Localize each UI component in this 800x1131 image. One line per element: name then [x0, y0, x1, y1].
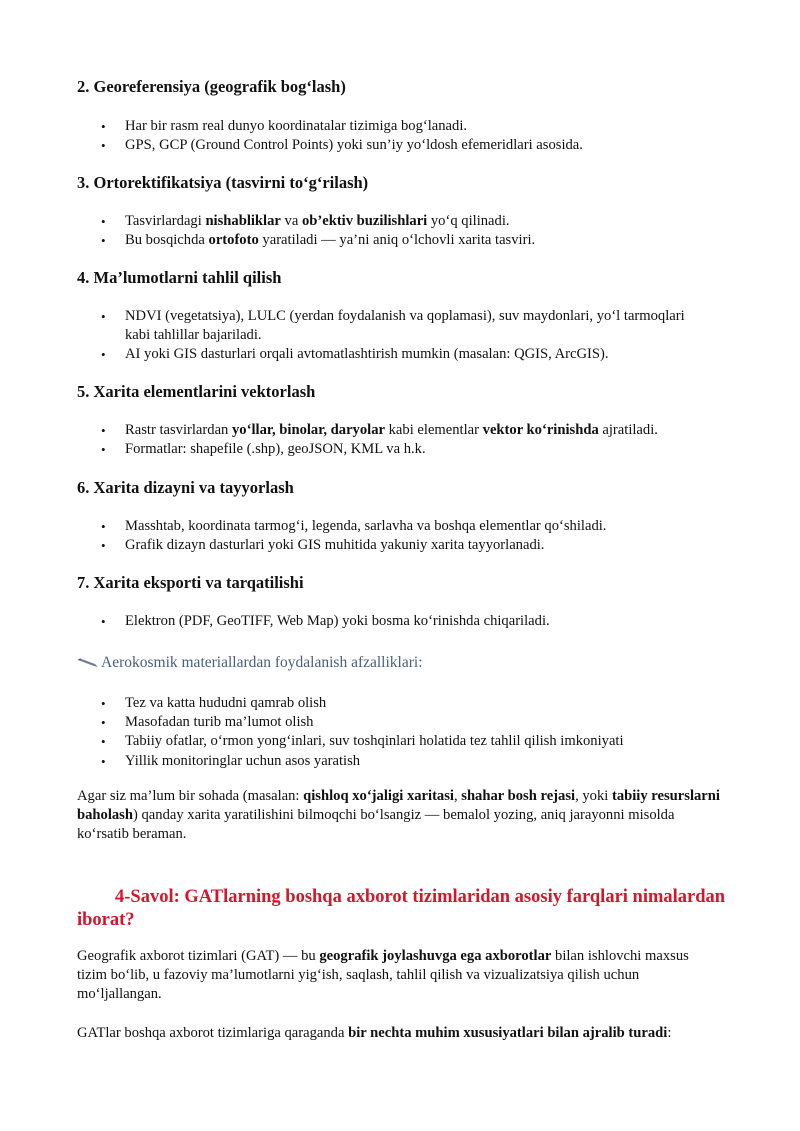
list-item: • GPS, GCP (Ground Control Points) yoki sun’iy yo‘ldosh efemeridlari asosida.: [101, 137, 583, 154]
list-item: • Formatlar: shapefile (.shp), geoJSON, KML va h.k.: [101, 441, 426, 458]
bullet-list: [0, 612, 760, 631]
intro-paragraph: Geografik axborot tizimlari (GAT) — bu geografik joylashuvga ega axborotlar bilan ishlovchi maxsus tizim bo‘lib, u fazoviy ma’lumotlarni yig‘ish, saqlash, tahlil qilish va vizualizatsiya qilish uchun mo‘ljallangan.: [77, 948, 689, 1003]
section-heading: 4. Ma’lumotlarni tahlil qilish: [77, 268, 282, 287]
list-item: • Tasvirlardagi nishabliklar va ob’ektiv buzilishlari yo‘q qilinadi.: [101, 213, 510, 229]
advantages-list: [0, 694, 760, 771]
list-item: • Elektron (PDF, GeoTIFF, Web Map) yoki bosma ko‘rinishda chiqariladi.: [101, 613, 550, 629]
bullet-list: [0, 212, 760, 250]
section-heading: 3. Ortorektifikatsiya (tasvirni to‘g‘rilash): [77, 173, 369, 192]
list-item: • Rastr tasvirlardan yo‘llar, binolar, daryolar kabi elementlar vektor ko‘rinishda ajratiladi.: [101, 422, 658, 438]
bullet-list: [0, 517, 760, 555]
list-item-text: GPS, GCP (Ground Control Points) yoki sun’iy yo‘ldosh efemeridlari asosida.: [125, 137, 583, 154]
list-item: • Tez va katta hududni qamrab olish: [101, 695, 327, 711]
section-heading: 2. Georeferensiya (geografik bog‘lash): [77, 77, 346, 96]
pen-icon: [77, 658, 99, 668]
list-item: • Masofadan turib ma’lumot olish: [101, 714, 314, 731]
section-heading: 5. Xarita elementlarini vektorlash: [77, 382, 316, 401]
list-item: • Har bir rasm real dunyo koordinatalar tizimiga bog‘lanadi.: [101, 118, 468, 134]
bullet-list: [0, 117, 760, 155]
list-item-text: Har bir rasm real dunyo koordinatalar tizimiga bog‘lanadi.: [125, 118, 468, 134]
closing-paragraph: Agar siz ma’lum bir sohada (masalan: qishloq xo‘jaligi xaritasi, shahar bosh rejasi, yoki tabiiy resurslarni baholash) qanday xarita yaratilishini bilmoqchi bo‘lsangiz — bemalol yozing, aniq jarayonni misolda ko‘rsatib beraman.: [77, 788, 720, 843]
bullet-list: [0, 307, 700, 365]
list-item: • Bu bosqichda ortofoto yaratiladi — ya’ni aniq o‘lchovli xarita tasviri.: [101, 232, 536, 249]
differences-paragraph: GATlar boshqa axborot tizimlariga qaraganda bir nechta muhim xususiyatlari bilan ajralib turadi:: [77, 1025, 672, 1041]
advantages-heading: Aerokosmik materiallardan foydalanish afzalliklari:: [77, 653, 423, 673]
list-item: • AI yoki GIS dasturlari orqali avtomatlashtirish mumkin (masalan: QGIS, ArcGIS).: [101, 346, 609, 363]
list-item: • Grafik dizayn dasturlari yoki GIS muhitida yakuniy xarita tayyorlanadi.: [101, 537, 545, 554]
list-item: • Yillik monitoringlar uchun asos yaratish: [101, 752, 361, 769]
list-item: • Tabiiy ofatlar, o‘rmon yong‘inlari, suv toshqinlari holatida tez tahlil qilish imkoniyati: [101, 733, 624, 750]
bullet-list: [0, 421, 760, 459]
section-heading: 6. Xarita dizayni va tayyorlash: [77, 478, 294, 497]
list-item: • NDVI (vegetatsiya), LULC (yerdan foydalanish va qoplamasi), suv maydonlari, yo‘l tarmoqlari kabi tahlillar bajariladi.: [101, 308, 685, 344]
question-heading: 4-Savol: GATlarning boshqa axborot tizimlaridan asosiy farqlari nimalardan iborat?: [77, 887, 726, 930]
section-heading: 7. Xarita eksporti va tarqatilishi: [77, 573, 304, 592]
list-item: • Masshtab, koordinata tarmog‘i, legenda, sarlavha va boshqa elementlar qo‘shiladi.: [101, 518, 607, 534]
